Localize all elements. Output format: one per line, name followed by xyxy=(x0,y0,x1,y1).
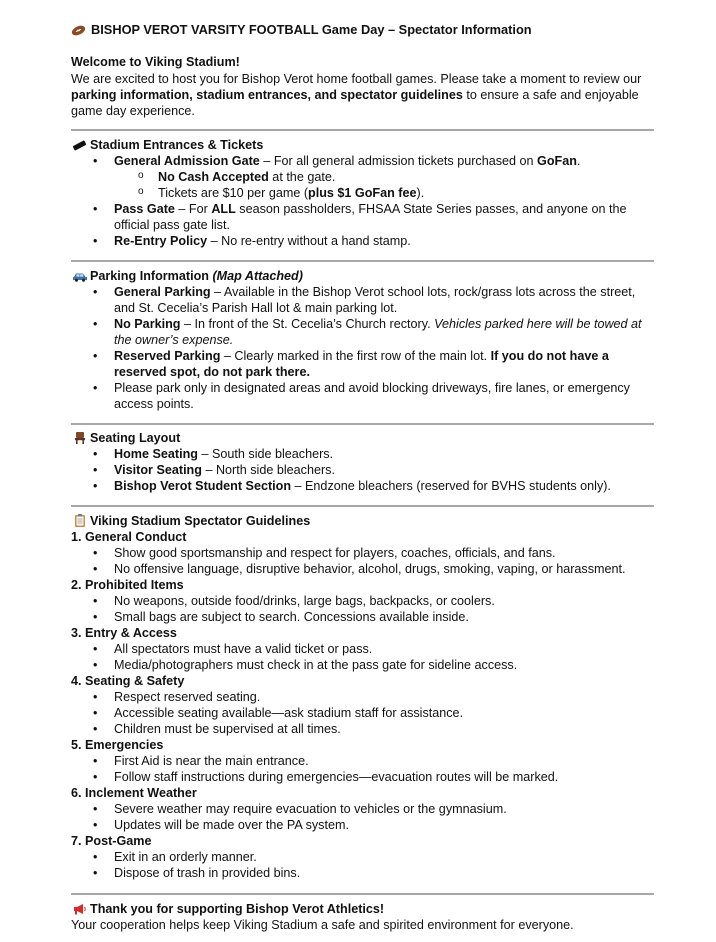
list-item: • Bishop Verot Student Section – Endzone bleachers (reserved for BVHS students only). xyxy=(71,478,661,494)
sub-list-item: o No Cash Accepted at the gate. xyxy=(71,169,661,185)
car-icon xyxy=(71,268,88,284)
title-text: BISHOP VEROT VARSITY FOOTBALL Game Day – Spectator Information xyxy=(91,22,532,37)
divider xyxy=(71,893,654,895)
list-item: • Children must be supervised at all times. xyxy=(71,721,661,737)
list-item: • Home Seating – South side bleachers. xyxy=(71,446,661,462)
divider xyxy=(71,129,654,131)
list-item: • Severe weather may require evacuation to vehicles or the gymnasium. xyxy=(71,801,661,817)
clipboard-icon xyxy=(71,513,88,529)
welcome-heading: Welcome to Viking Stadium! xyxy=(71,55,240,69)
list-item: • Follow staff instructions during emergencies—evacuation routes will be marked. xyxy=(71,769,661,785)
list-item: • All spectators must have a valid ticket or pass. xyxy=(71,641,661,657)
guideline-section-title: 5. Emergencies xyxy=(71,738,164,752)
sub-list-item: o Tickets are $10 per game (plus $1 GoFan fee). xyxy=(71,185,661,201)
guideline-section-title: 4. Seating & Safety xyxy=(71,674,185,688)
entrances-list xyxy=(71,153,661,249)
thanks-heading: Thank you for supporting Bishop Verot Athletics! xyxy=(71,901,384,917)
list-item: • Re-Entry Policy – No re-entry without a hand stamp. xyxy=(71,233,661,249)
list-item: • Updates will be made over the PA system. xyxy=(71,817,661,833)
list-item: • First Aid is near the main entrance. xyxy=(71,753,661,769)
ticket-icon xyxy=(71,137,88,153)
thanks-text: Your cooperation helps keep Viking Stadium a safe and spirited environment for everyone. xyxy=(71,918,574,932)
list-item: • Media/photographers must check in at the pass gate for sideline access. xyxy=(71,657,661,673)
guideline-section-title: 6. Inclement Weather xyxy=(71,786,197,800)
list-item: • Exit in an orderly manner. xyxy=(71,849,661,865)
document-title xyxy=(71,22,532,37)
seat-icon xyxy=(71,430,88,446)
list-item: • Visitor Seating – North side bleachers. xyxy=(71,462,661,478)
football-icon xyxy=(71,22,87,37)
list-item: • Pass Gate – For ALL season passholders, FHSAA State Series passes, and anyone on the official pass gate list. xyxy=(71,201,661,233)
entrances-heading: Stadium Entrances & Tickets xyxy=(71,137,263,153)
list-item: • Reserved Parking – Clearly marked in the first row of the main lot. If you do not have a reserved spot, do not park there. xyxy=(71,348,661,380)
list-item: • Small bags are subject to search. Concessions available inside. xyxy=(71,609,661,625)
list-item: • Please park only in designated areas and avoid blocking driveways, fire lanes, or emergency access points. xyxy=(71,380,661,412)
list-item: • Show good sportsmanship and respect for players, coaches, officials, and fans. xyxy=(71,545,661,561)
guideline-section-title: 7. Post-Game xyxy=(71,834,152,848)
seating-list xyxy=(71,446,661,494)
list-item: • No offensive language, disruptive behavior, alcohol, drugs, smoking, vaping, or harassment. xyxy=(71,561,661,577)
guideline-section-title: 2. Prohibited Items xyxy=(71,578,184,592)
divider xyxy=(71,423,654,425)
seating-heading: Seating Layout xyxy=(71,430,180,446)
welcome-paragraph: We are excited to host you for Bishop Verot home football games. Please take a moment to review our parking information, stadium entrances, and spectator guidelines to ensure a safe and enjoyable game day experience. xyxy=(71,72,642,118)
list-item: • No Parking – In front of the St. Cecelia’s Church rectory. Vehicles parked here will be towed at the owner’s expense. xyxy=(71,316,661,348)
guidelines-list xyxy=(71,529,661,881)
list-item: • No weapons, outside food/drinks, large bags, backpacks, or coolers. xyxy=(71,593,661,609)
list-item: • Accessible seating available—ask stadium staff for assistance. xyxy=(71,705,661,721)
parking-heading: Parking Information (Map Attached) xyxy=(71,268,303,284)
megaphone-icon xyxy=(71,901,88,917)
divider xyxy=(71,260,654,262)
list-item: • General Parking – Available in the Bishop Verot school lots, rock/grass lots across the street, and St. Cecelia’s Parish Hall lot & main parking lot. xyxy=(71,284,661,316)
list-item: • Respect reserved seating. xyxy=(71,689,661,705)
list-item: • Dispose of trash in provided bins. xyxy=(71,865,661,881)
guideline-section-title: 1. General Conduct xyxy=(71,530,187,544)
guideline-section-title: 3. Entry & Access xyxy=(71,626,177,640)
parking-list xyxy=(71,284,661,412)
guidelines-heading: Viking Stadium Spectator Guidelines xyxy=(71,513,310,529)
divider xyxy=(71,505,654,507)
list-item: • General Admission Gate – For all general admission tickets purchased on GoFan. xyxy=(71,153,661,169)
